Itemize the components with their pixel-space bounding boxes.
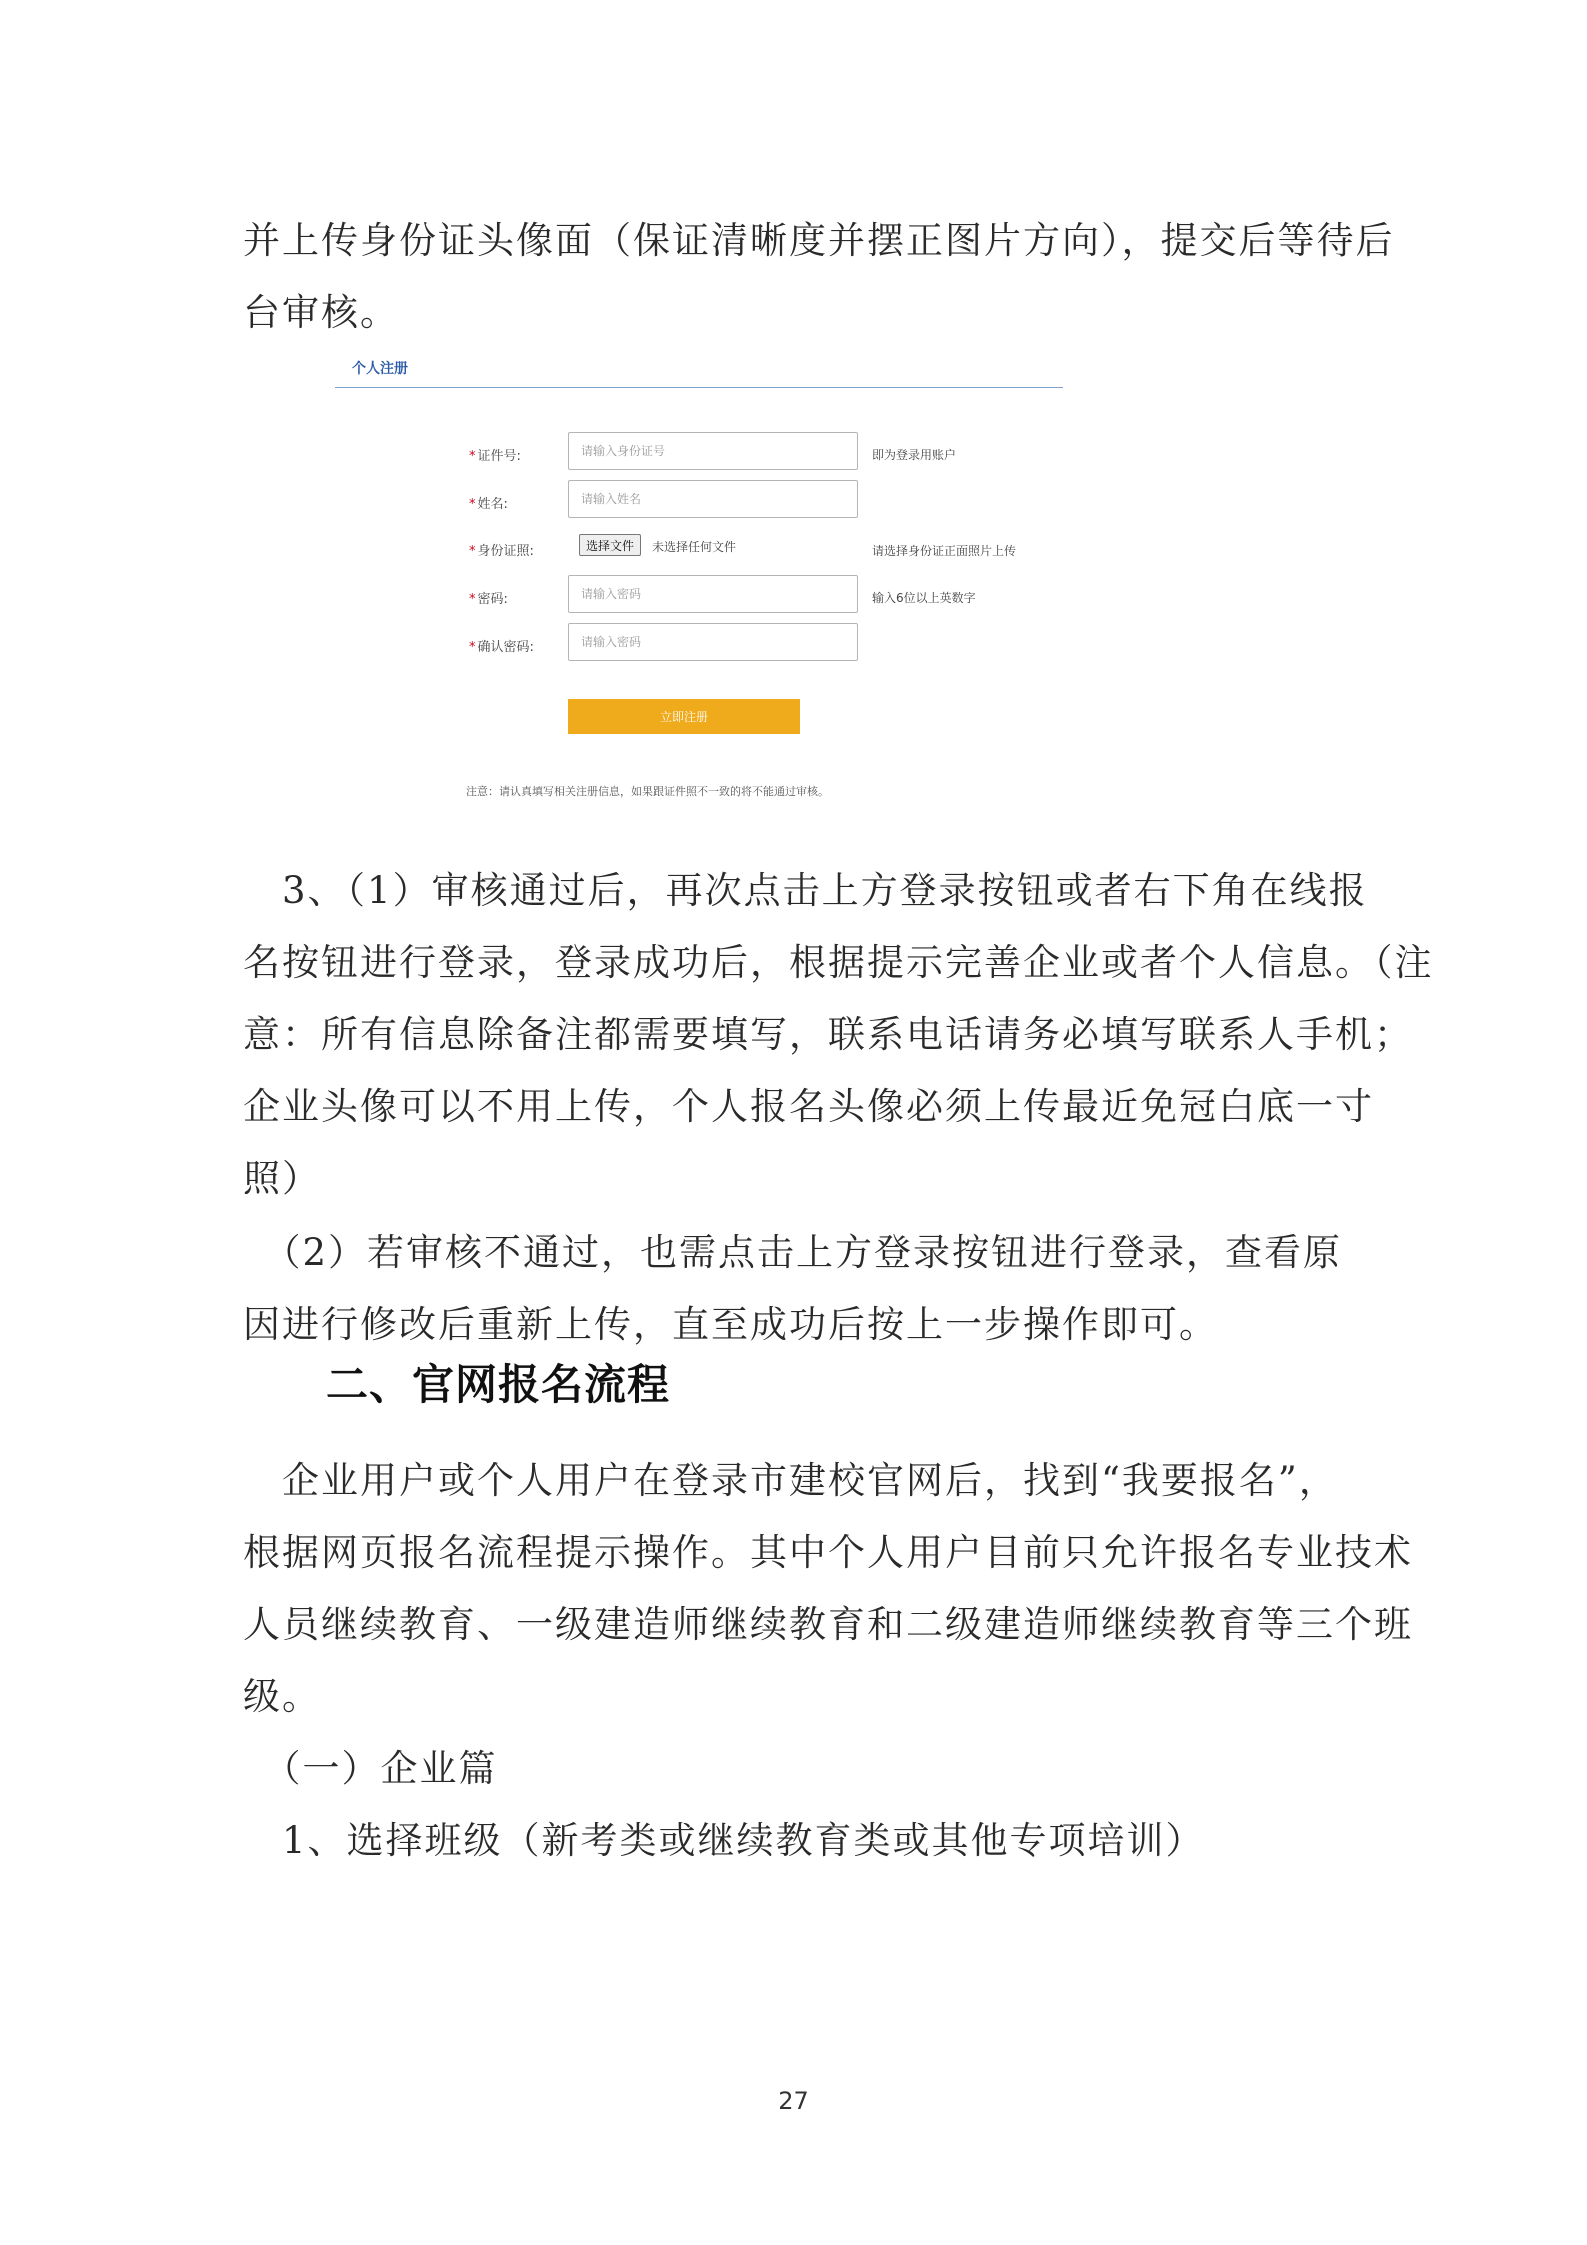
required-mark: * — [469, 640, 476, 655]
body-line: 根据网页报名流程提示操作。其中个人用户目前只允许报名专业技术 — [243, 1531, 1413, 1574]
password-label: * 密码: — [469, 592, 508, 607]
required-mark: * — [469, 497, 476, 512]
body-line: 1、选择班级（新考类或继续教育类或其他专项培训） — [243, 1819, 1205, 1862]
required-mark: * — [469, 449, 476, 464]
body-line: 级。 — [243, 1675, 321, 1718]
section-heading: 二、官网报名流程 — [326, 1360, 671, 1409]
form-note: 注意：请认真填写相关注册信息，如果跟证件照不一致的将不能通过审核。 — [466, 785, 829, 798]
name-label: * 姓名: — [469, 497, 508, 512]
form-title: 个人注册 — [352, 361, 408, 377]
body-line: （2）若审核不通过，也需点击上方登录按钮进行登录，查看原 — [243, 1231, 1343, 1274]
body-line: 意：所有信息除备注都需要填写，联系电话请务必填写联系人手机； — [243, 1013, 1413, 1056]
body-line: 企业头像可以不用上传，个人报名头像必须上传最近免冠白底一寸 — [243, 1085, 1374, 1128]
choose-file-button[interactable]: 选择文件 — [579, 534, 641, 556]
confirm-password-input[interactable] — [568, 623, 858, 661]
body-line: 3、（1）审核通过后，再次点击上方登录按钮或者右下角在线报 — [243, 869, 1368, 912]
id-number-input[interactable] — [568, 432, 858, 470]
body-line: 照） — [243, 1157, 321, 1200]
subsection-title: （一）企业篇 — [243, 1747, 498, 1790]
body-line: 人员继续教育、一级建造师继续教育和二级建造师继续教育等三个班 — [243, 1603, 1413, 1646]
password-input[interactable] — [568, 575, 858, 613]
password-hint: 输入6位以上英数字 — [872, 591, 976, 605]
page-number: 27 — [778, 2087, 809, 2115]
id-photo-label: * 身份证照: — [469, 544, 534, 559]
body-line: 企业用户或个人用户在登录市建校官网后，找到“我要报名”， — [243, 1459, 1338, 1502]
id-number-label: * 证件号: — [469, 449, 521, 464]
id-number-hint: 即为登录用账户 — [872, 448, 957, 462]
file-status-text: 未选择任何文件 — [652, 540, 737, 554]
body-line: 并上传身份证头像面（保证清晰度并摆正图片方向），提交后等待后 — [243, 219, 1395, 262]
body-line: 台审核。 — [243, 291, 399, 334]
registration-form-screenshot — [335, 345, 1070, 815]
body-line: 因进行修改后重新上传，直至成功后按上一步操作即可。 — [243, 1303, 1218, 1346]
required-mark: * — [469, 592, 476, 607]
form-divider — [335, 387, 1063, 388]
confirm-password-label: * 确认密码: — [469, 640, 534, 655]
register-now-button[interactable]: 立即注册 — [568, 699, 800, 734]
body-line: 名按钮进行登录，登录成功后，根据提示完善企业或者个人信息。（注 — [243, 941, 1434, 984]
id-photo-hint: 请选择身份证正面照片上传 — [872, 544, 1017, 558]
required-mark: * — [469, 544, 476, 559]
name-input[interactable] — [568, 480, 858, 518]
